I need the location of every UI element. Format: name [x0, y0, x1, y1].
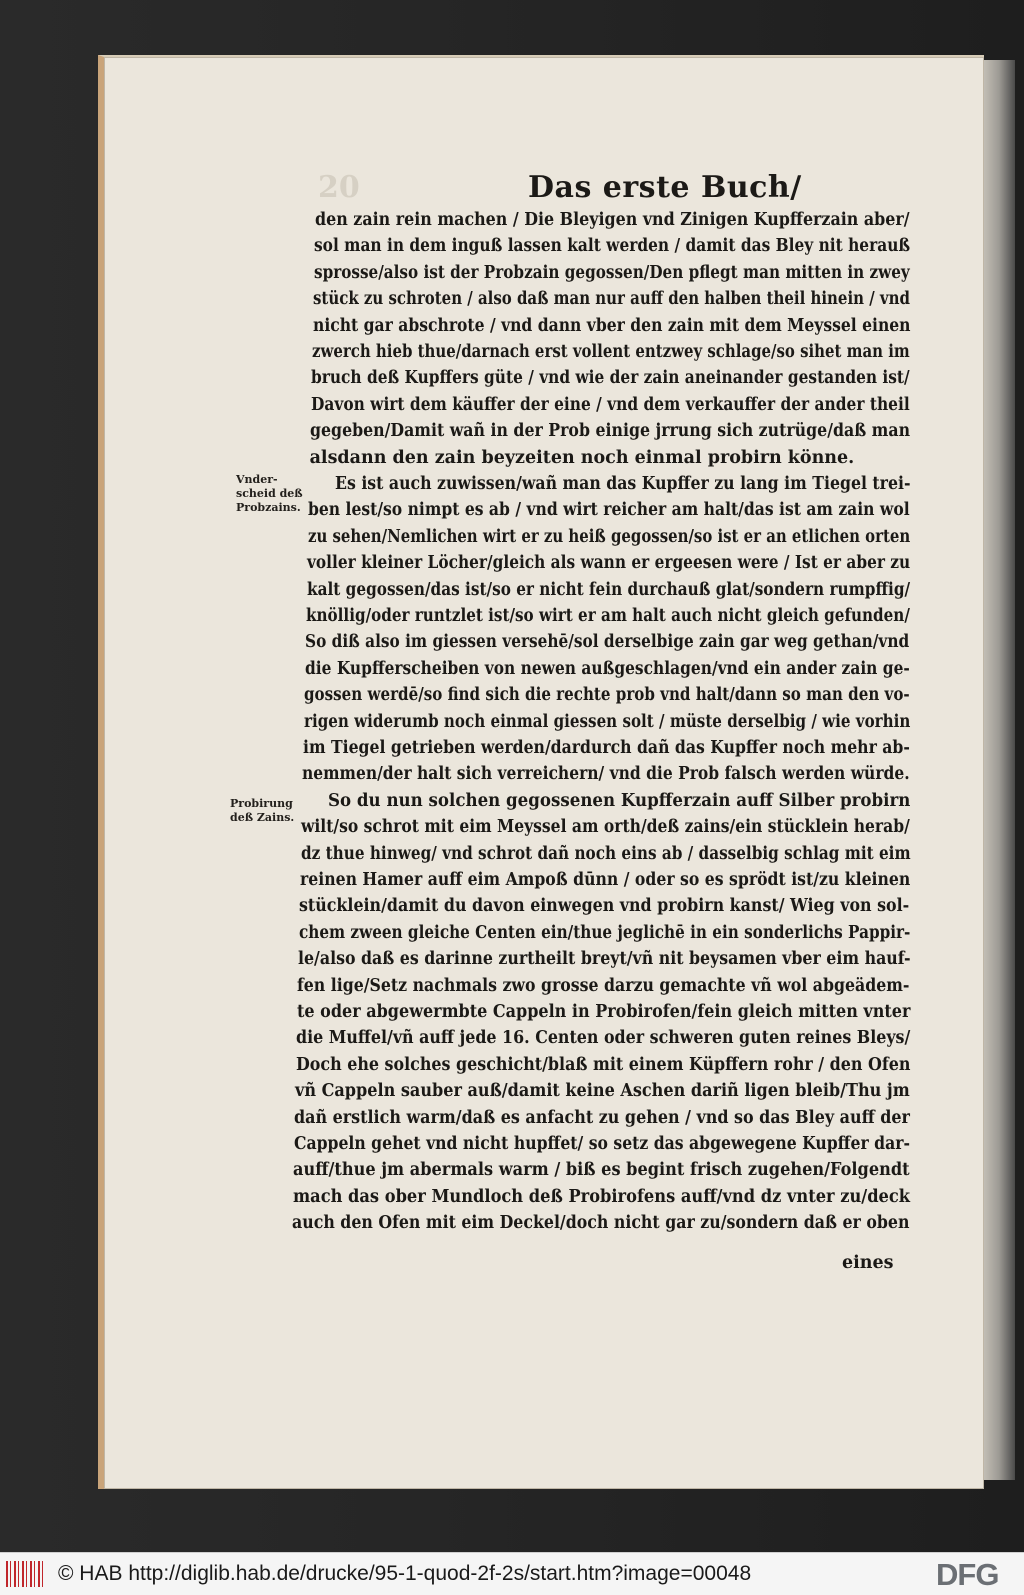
- margin-note-line: scheid deß: [236, 487, 303, 500]
- catchword: eines: [842, 1253, 894, 1273]
- text-line: die Muffel/vñ auff jede 16. Centen oder schweren guten reines Bleys/: [296, 1028, 911, 1049]
- text-line: voller kleiner Löcher/gleich als wann er ergeesen were / Ist er aber zu: [307, 553, 911, 574]
- text-line: dz thue hinweg/ vnd schrot dañ noch eins ab / dasselbig schlag mit eim: [300, 843, 911, 864]
- barcode-icon: [6, 1561, 46, 1587]
- text-line: dañ erstlich warm/daß es anfacht zu gehen / vnd so das Bley auff der: [294, 1107, 911, 1128]
- text-line: Es ist auch zuwissen/wañ man das Kupffer zu lang im Tiegel trei-: [334, 474, 911, 494]
- text-line: nicht gar abschrote / vnd dann vber den zain mit dem Meyssel einen: [312, 315, 911, 336]
- margin-note-line: Probirung: [230, 797, 293, 810]
- text-line: fen lige/Setz nachmals zwo grosse darzu gemachte vñ wol abgeädem-: [297, 975, 910, 996]
- text-line: rigen widerumb noch einmal giessen solt / müste derselbig / wie vorhin: [303, 711, 910, 732]
- text-line: auch den Ofen mit eim Deckel/doch nicht gar zu/sondern daß er oben: [292, 1213, 910, 1234]
- dfg-logo: DFG: [936, 1557, 999, 1592]
- text-line: den zain rein machen / Die Bleyigen vnd Zinigen Kupfferzain aber/: [315, 210, 910, 230]
- running-title: Das erste Buch/: [528, 170, 802, 205]
- text-line: bruch deß Kupffers güte / vnd wie der zain aneinander gestanden ist/: [311, 368, 911, 389]
- text-line: im Tiegel getrieben werden/dardurch dañ das Kupffer noch mehr ab-: [302, 738, 910, 758]
- text-line: reinen Hamer auff eim Ampoß dūnn / oder so es sprödt ist/zu kleinen: [299, 870, 911, 890]
- text-line: die Kupfferscheiben von newen außgeschlagen/vnd ein ander zain ge-: [304, 658, 910, 679]
- text-line: kalt gegossen/das ist/so er nicht fein durchauß glat/sondern rumpffig/: [306, 579, 910, 600]
- text-line: Cappeln gehet vnd nicht hupffet/ so setz das abgewegene Kupffer dar-: [293, 1134, 910, 1154]
- text-line: vñ Cappeln sauber auß/damit keine Aschen dariñ ligen bleib/Thu jm: [295, 1081, 910, 1102]
- text-line: ben lest/so nimpt es ab / vnd wirt reicher am halt/das ist am zain wol: [308, 500, 910, 521]
- text-line: So du nun solchen gegossenen Kupfferzain auff Silber probirn: [327, 790, 911, 811]
- margin-note-2: [230, 797, 294, 825]
- text-line: chem zween gleiche Centen ein/thue jeglichē in ein sonderlichs Pappir-: [298, 922, 911, 943]
- footer-credit[interactable]: © HAB http://diglib.hab.de/drucke/95-1-quod-2f-2s/start.htm?image=00048: [58, 1562, 752, 1585]
- margin-note-line: deß Zains.: [230, 811, 295, 824]
- text-line: Doch ehe solches geschicht/blaß mit einem Küpffern rohr / den Ofen: [295, 1054, 910, 1075]
- text-line: auff/thue jm abermals warm / biß es begint frisch zugehen/Folgendt: [293, 1160, 910, 1181]
- text-line: gegeben/Damit wañ in der Prob einige jrrung sich zutrüge/daß man: [310, 421, 911, 442]
- text-line: le/also daß es darinne zurtheilt breyt/vñ nit beysamen vber eim hauf-: [298, 949, 911, 970]
- margin-note-1: [236, 473, 303, 515]
- text-line: sol man in dem inguß lassen kalt werden / damit das Bley nit herauß: [314, 236, 911, 257]
- text-line: sprosse/also ist der Probzain gegossen/Den pflegt man mitten in zwey: [313, 262, 910, 283]
- margin-note-line: Probzains.: [236, 501, 301, 514]
- footer-bar: [0, 1552, 1024, 1595]
- show-through-mark: 20: [318, 170, 360, 205]
- text-line: te oder abgewermbte Cappeln in Probirofen/fein gleich mitten vnter: [296, 1002, 911, 1022]
- text-line: alsdann den zain beyzeiten noch einmal probirn könne.: [309, 447, 855, 468]
- text-line: mach das ober Mundloch deß Probirofens auff/vnd dz vnter zu/deck: [292, 1186, 910, 1207]
- text-line: stück zu schroten / also daß man nur auff den halben theil hinein / vnd: [313, 289, 911, 310]
- text-line: zu sehen/Nemlichen wirt er zu heiß gegossen/so ist er an etlichen orten: [307, 526, 910, 547]
- text-line: Davon wirt dem käuffer der eine / vnd dem verkauffer der ander theil: [310, 394, 910, 415]
- text-line: So diß also im giessen versehē/sol derselbige zain gar weg gethan/vnd: [305, 632, 910, 653]
- text-line: nemmen/der halt sich verreichern/ vnd die Prob falsch werden würde.: [302, 764, 910, 785]
- text-line: knöllig/oder runtzlet ist/so wirt er am halt auch nicht gleich gefunden/: [305, 606, 910, 626]
- text-line: zwerch hieb thue/darnach erst vollent entzwey schlage/so sihet man im: [312, 342, 910, 362]
- text-line: gossen werdē/so find sich die rechte prob vnd halt/dann so man den vo-: [304, 685, 910, 706]
- text-line: stücklein/damit du davon einwegen vnd probirn kanst/ Wieg von sol-: [299, 896, 910, 917]
- margin-note-line: Vnder-: [236, 473, 278, 486]
- text-line: wilt/so schrot mit eim Meyssel am orth/deß zains/ein stücklein herab/: [301, 817, 910, 838]
